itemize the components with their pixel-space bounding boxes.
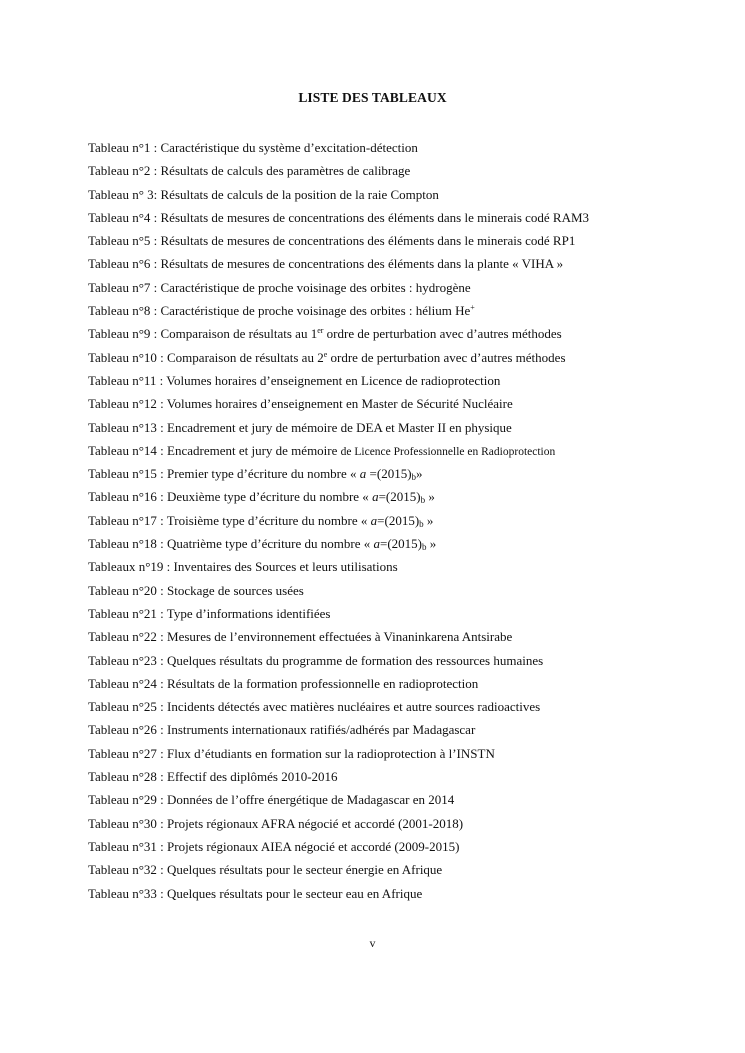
list-item: Tableau n°25 : Incidents détectés avec matières nucléaires et autre sources radioactives bbox=[88, 699, 541, 715]
list-item: Tableau n°8 : Caractéristique de proche voisinage des orbites : hélium He+ bbox=[88, 303, 475, 319]
list-item: Tableaux n°19 : Inventaires des Sources et leurs utilisations bbox=[88, 559, 398, 575]
list-item: Tableau n°5 : Résultats de mesures de concentrations des éléments dans le minerais codé RP1 bbox=[88, 233, 576, 249]
list-item: Tableau n°31 : Projets régionaux AIEA négocié et accordé (2009-2015) bbox=[88, 838, 460, 854]
list-item: Tableau n°10 : Comparaison de résultats au 2e ordre de perturbation avec d’autres méthodes bbox=[88, 349, 566, 365]
list-item: Tableau n°21 : Type d’informations identifiées bbox=[88, 605, 331, 621]
list-item: Tableau n°2 : Résultats de calculs des paramètres de calibrage bbox=[88, 163, 411, 179]
list-item: Tableau n°29 : Données de l’offre énergétique de Madagascar en 2014 bbox=[88, 792, 455, 808]
page-title: LISTE DES TABLEAUX bbox=[298, 90, 447, 105]
page-number: v bbox=[369, 936, 376, 950]
list-item: Tableau n°15 : Premier type d’écriture du nombre « $a =(2015)_b$» bbox=[88, 466, 423, 483]
list-item: Tableau n°16 : Deuxième type d’écriture du nombre « $a=(2015)_b$ » bbox=[88, 489, 435, 506]
list-item: Tableau n°18 : Quatrième type d’écriture du nombre « $a=(2015)_b$ » bbox=[88, 536, 437, 553]
list-item: Tableau n° 3: Résultats de calculs de la position de la raie Compton bbox=[88, 186, 439, 202]
list-item: Tableau n°11 : Volumes horaires d’enseignement en Licence de radioprotection bbox=[88, 372, 501, 388]
list-item: Tableau n°32 : Quelques résultats pour le secteur énergie en Afrique bbox=[88, 862, 443, 878]
list-item: Tableau n°4 : Résultats de mesures de concentrations des éléments dans le minerais codé RAM3 bbox=[88, 209, 590, 225]
list-item: Tableau n°27 : Flux d’étudiants en formation sur la radioprotection à l’INSTN bbox=[88, 745, 495, 761]
list-item: Tableau n°14 : Encadrement et jury de mémoire de Licence Professionnelle en Radioprotection bbox=[88, 442, 556, 458]
list-item: Tableau n°1 : Caractéristique du système d’excitation-détection bbox=[88, 140, 418, 155]
list-item: Tableau n°24 : Résultats de la formation professionnelle en radioprotection bbox=[88, 675, 479, 691]
list-item: Tableau n°22 : Mesures de l’environnement effectuées à Vinaninkarena Antsirabe bbox=[88, 629, 513, 645]
table-list bbox=[88, 140, 708, 909]
list-item: Tableau n°17 : Troisième type d’écriture du nombre « $a=(2015)_b$ » bbox=[88, 512, 434, 529]
list-item: Tableau n°30 : Projets régionaux AFRA négocié et accordé (2001-2018) bbox=[88, 815, 464, 831]
list-item: Tableau n°33 : Quelques résultats pour le secteur eau en Afrique bbox=[88, 885, 423, 901]
list-item: Tableau n°13 : Encadrement et jury de mémoire de DEA et Master II en physique bbox=[88, 419, 512, 435]
list-item: Tableau n°26 : Instruments internationaux ratifiés/adhérés par Madagascar bbox=[88, 722, 476, 738]
list-item: Tableau n°7 : Caractéristique de proche voisinage des orbites : hydrogène bbox=[88, 279, 471, 295]
list-item: Tableau n°9 : Comparaison de résultats au 1er ordre de perturbation avec d’autres méthodes bbox=[88, 326, 562, 342]
list-item: Tableau n°23 : Quelques résultats du programme de formation des ressources humaines bbox=[88, 652, 544, 668]
list-item: Tableau n°12 : Volumes horaires d’enseignement en Master de Sécurité Nucléaire bbox=[88, 396, 513, 412]
list-item: Tableau n°28 : Effectif des diplômés 2010-2016 bbox=[88, 769, 338, 785]
list-item: Tableau n°6 : Résultats de mesures de concentrations des éléments dans la plante « VIHA » bbox=[88, 256, 564, 272]
list-item: Tableau n°20 : Stockage de sources usées bbox=[88, 582, 304, 598]
